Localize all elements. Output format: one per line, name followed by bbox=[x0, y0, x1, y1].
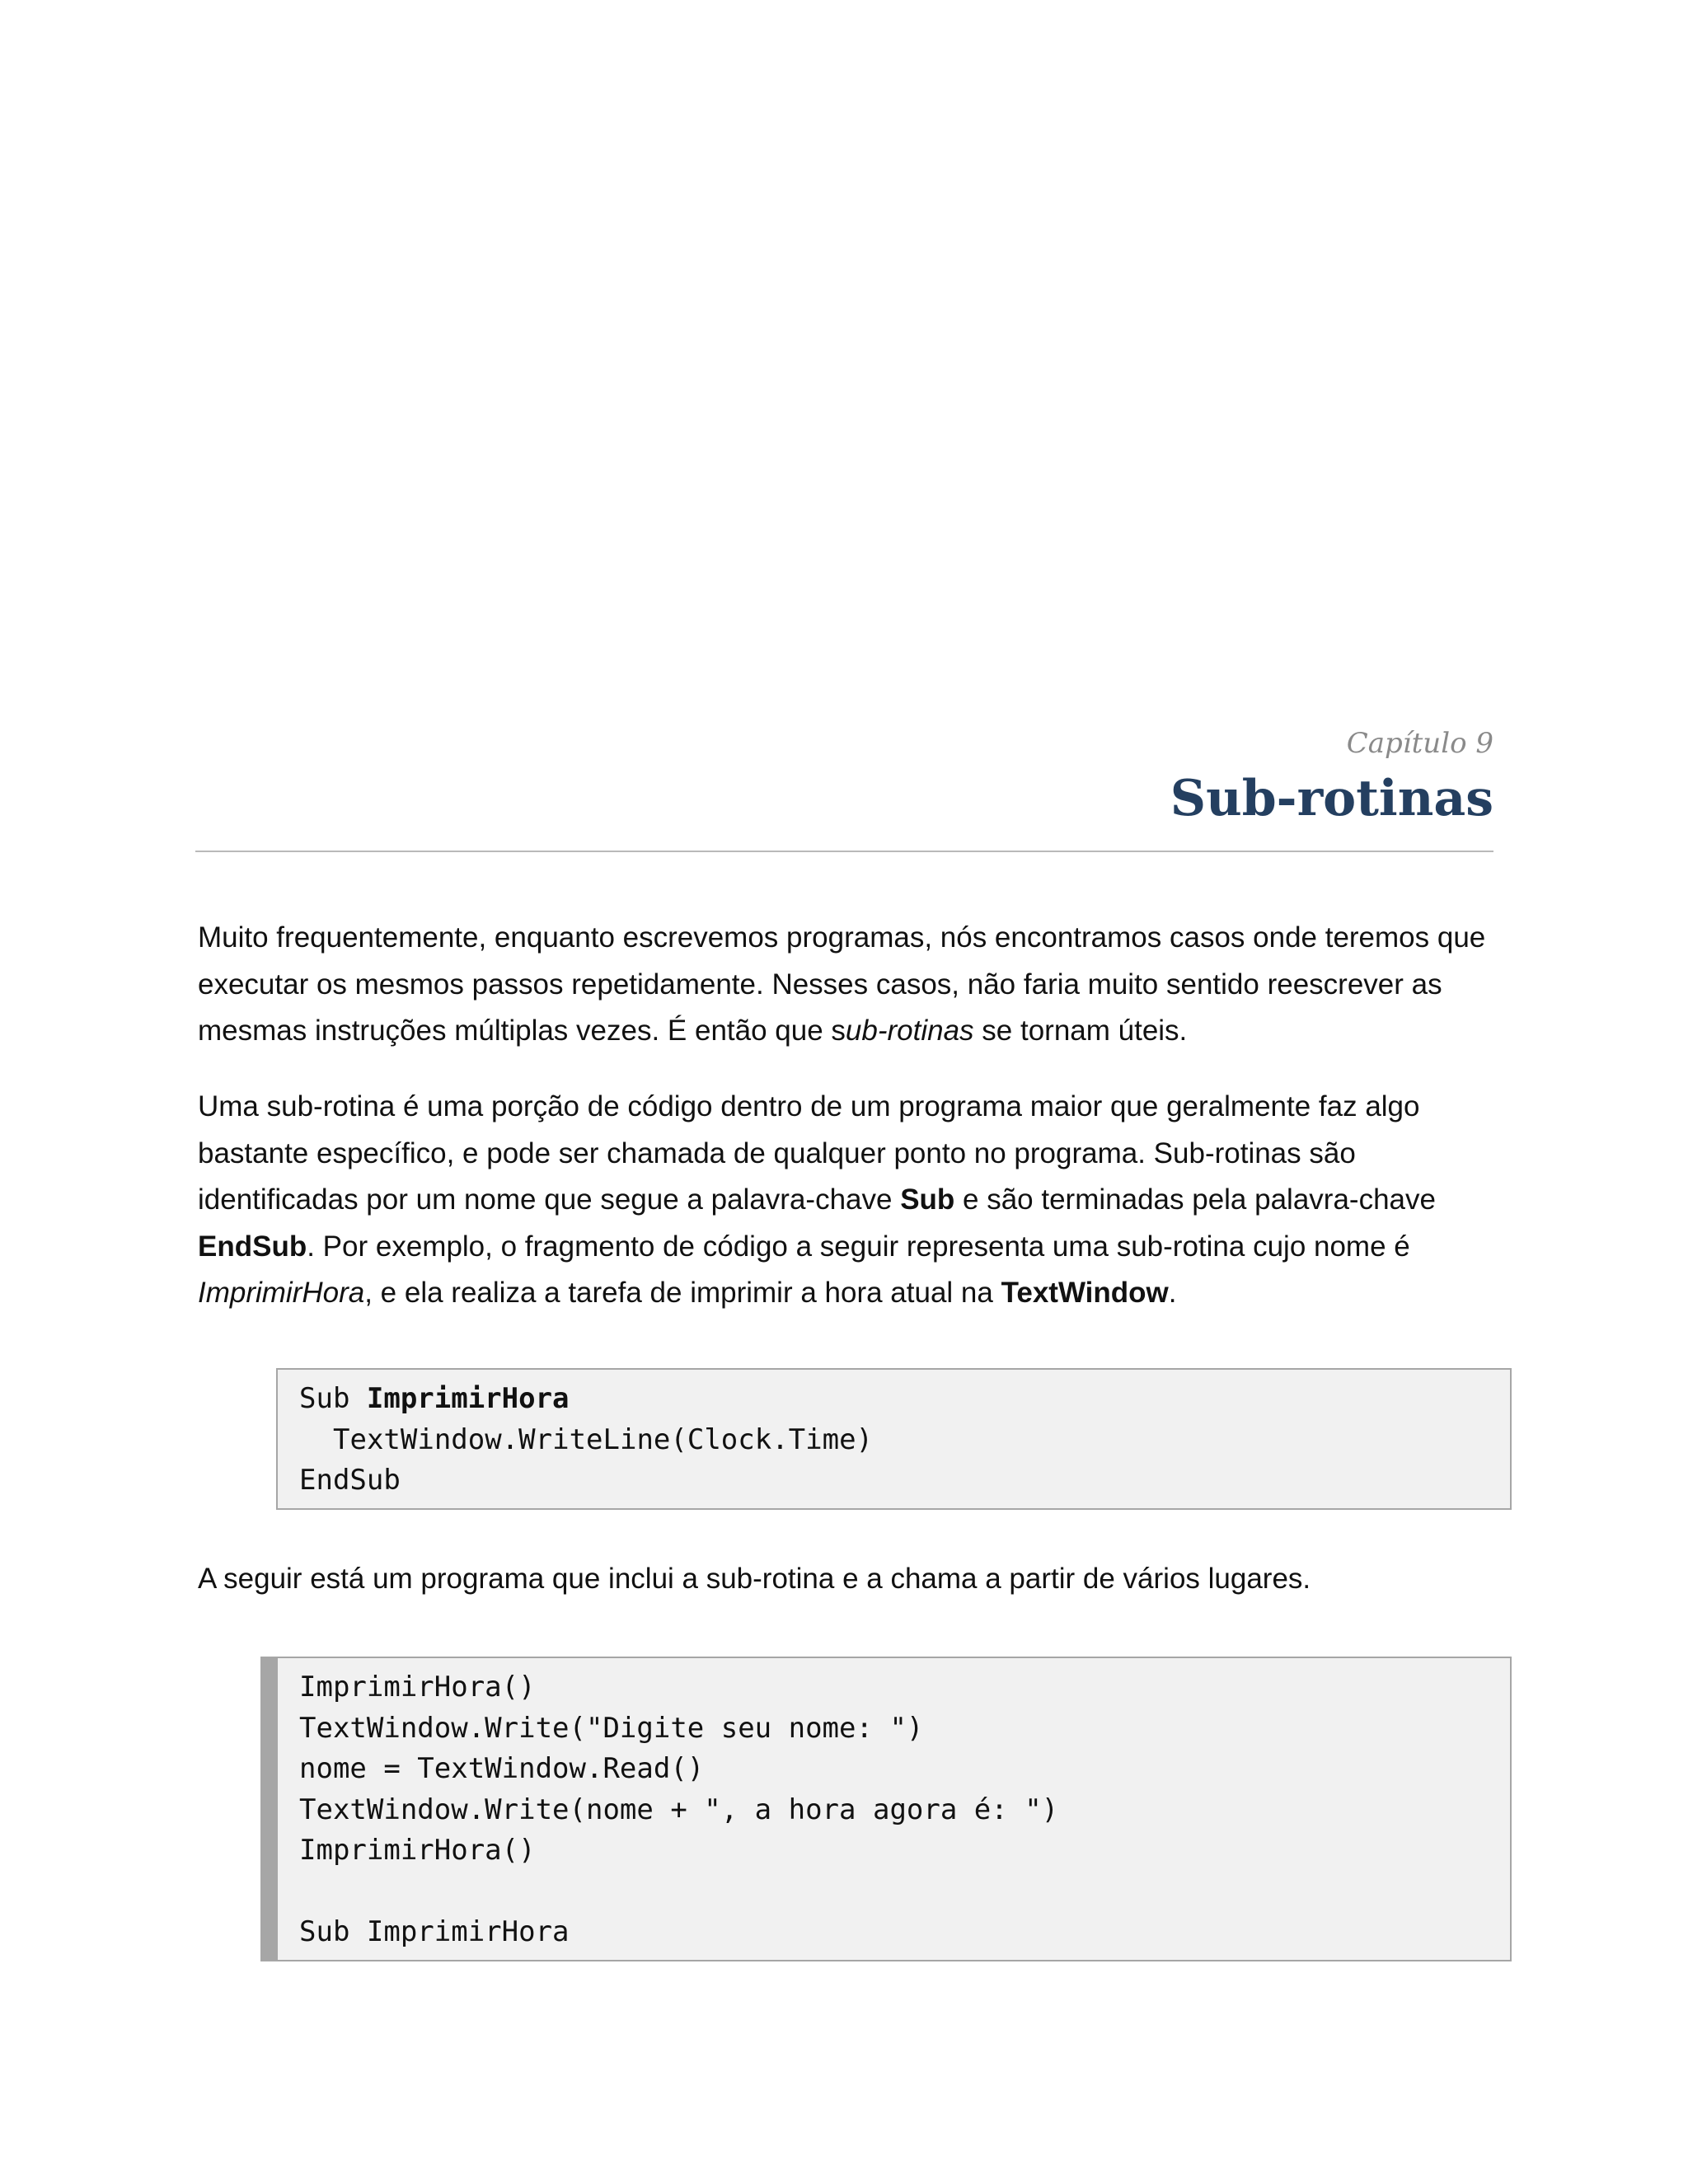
subroutine-name: ImprimirHora bbox=[198, 1277, 365, 1309]
paragraph-text: . Por exemplo, o fragmento de código a seguir representa uma sub-rotina cujo nome é bbox=[307, 1230, 1410, 1263]
keyword-endsub: EndSub bbox=[198, 1230, 307, 1263]
code-line bbox=[299, 1872, 1510, 1913]
code-line: ImprimirHora() bbox=[299, 1671, 536, 1704]
chapter-label: Capítulo 9 bbox=[1346, 727, 1493, 760]
paragraph-text: . bbox=[1168, 1277, 1177, 1309]
code-block-subroutine bbox=[276, 1368, 1512, 1510]
chapter-divider bbox=[195, 851, 1493, 852]
code-line: EndSub bbox=[299, 1464, 401, 1497]
code-line: TextWindow.WriteLine(Clock.Time) bbox=[333, 1422, 874, 1456]
paragraph-intro bbox=[198, 915, 1500, 1055]
keyword-sub: Sub bbox=[900, 1183, 955, 1216]
paragraph-text: se tornam úteis. bbox=[973, 1015, 1188, 1047]
code-line: nome = TextWindow.Read() bbox=[299, 1752, 705, 1785]
code-line: TextWindow.Write("Digite seu nome: ") bbox=[299, 1711, 924, 1745]
paragraph-program-intro: A seguir está um programa que inclui a sub-rotina e a chama a partir de vários lugares. bbox=[198, 1563, 1311, 1595]
code-block-accent-bar bbox=[260, 1657, 278, 1961]
code-line: Sub ImprimirHora bbox=[299, 1915, 570, 1948]
code-keyword: Sub bbox=[299, 1382, 367, 1415]
paragraph-text: e são terminadas pela palavra-chave bbox=[954, 1183, 1436, 1216]
code-line: TextWindow.Write(nome + ", a hora agora é: ") bbox=[299, 1793, 1059, 1826]
paragraph-definition bbox=[198, 1084, 1500, 1317]
keyword-textwindow: TextWindow bbox=[1001, 1277, 1169, 1309]
paragraph-text: Muito frequentemente, enquanto escrevemos programas, nós encontramos casos onde teremos que executar os mesmos passos repetidamente. Nesses casos, não faria muito sentido reescrever as mesmas instruções múltiplas vezes. É então que s bbox=[198, 921, 1486, 1047]
paragraph-text: , e ela realiza a tarefa de imprimir a hora atual na bbox=[364, 1277, 1001, 1309]
chapter-title: Sub-rotinas bbox=[1170, 770, 1493, 827]
code-line: ImprimirHora() bbox=[299, 1834, 536, 1867]
code-block-program bbox=[260, 1657, 1512, 1961]
paragraph-text: Uma sub-rotina é uma porção de código dentro de um programa maior que geralmente faz algo bastante específico, e pode ser chamada de qualquer ponto no programa. Sub-rotinas são identificadas por um nome que segue a palavra-chave bbox=[198, 1090, 1420, 1216]
code-line bbox=[299, 1379, 1510, 1420]
code-subroutine-name: ImprimirHora bbox=[366, 1382, 570, 1415]
italic-term: ub-rotinas bbox=[845, 1015, 974, 1047]
chapter-header bbox=[195, 725, 1493, 831]
